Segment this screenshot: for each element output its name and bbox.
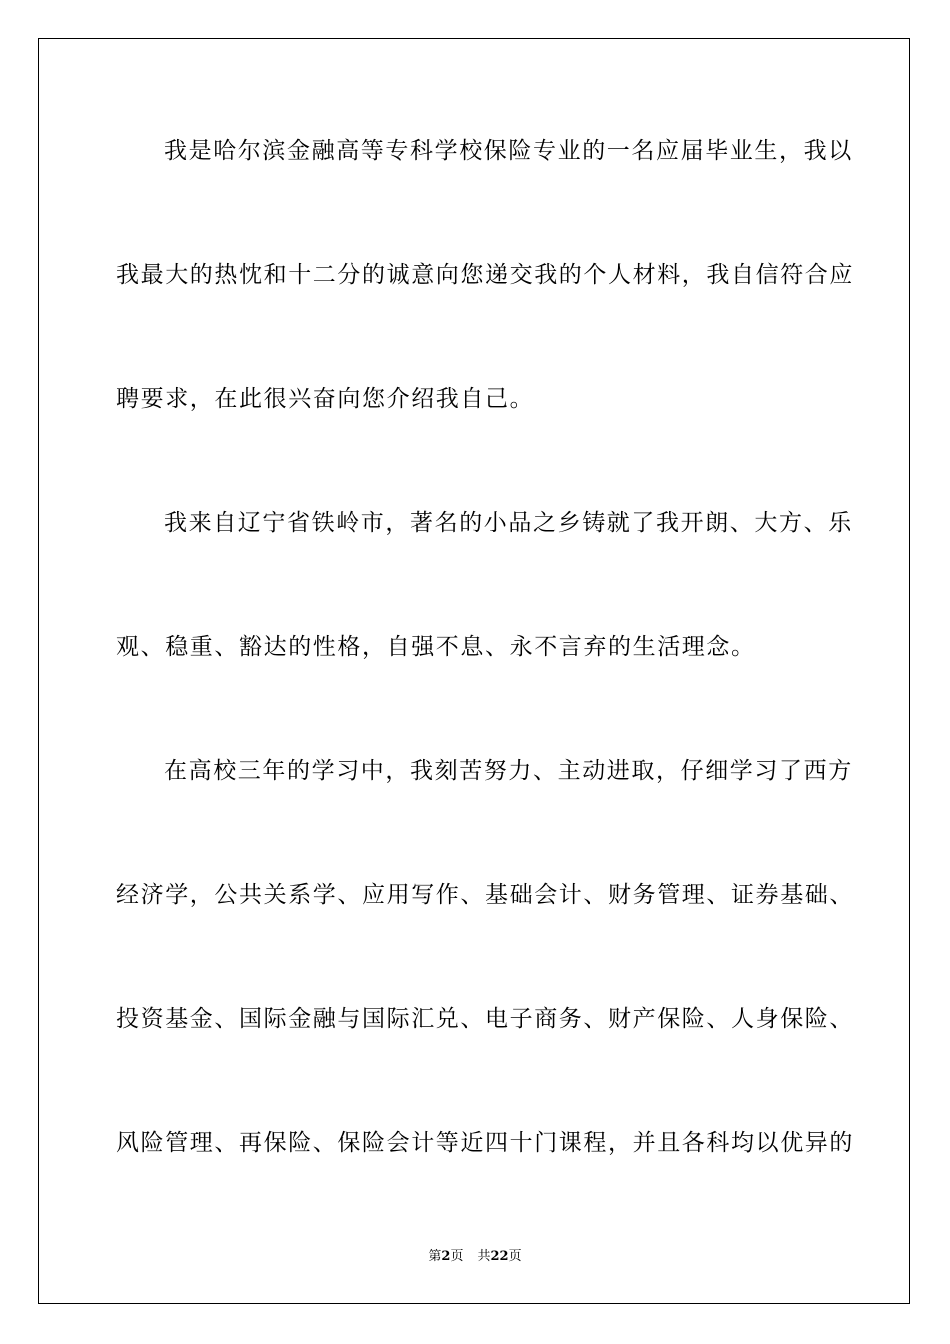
paragraph-1-line-1: 我是哈尔滨金融高等专科学校保险专业的一名应届毕业生，我以	[164, 138, 853, 164]
page-prefix: 第	[428, 1249, 442, 1264]
total-prefix: 共	[477, 1249, 491, 1264]
page-suffix: 页	[450, 1249, 464, 1264]
total-page-number: 22	[490, 1249, 509, 1264]
paragraph-3-line-4: 风险管理、再保险、保险会计等近四十门课程，并且各科均以优异的	[116, 1130, 854, 1156]
paragraph-1-line-3: 聘要求，在此很兴奋向您介绍我自己。	[116, 386, 535, 412]
total-suffix: 页	[508, 1249, 522, 1264]
page-footer	[0, 1248, 950, 1266]
paragraph-3-line-2: 经济学，公共关系学、应用写作、基础会计、财务管理、证券基础、	[116, 882, 854, 908]
paragraph-1-line-2: 我最大的热忱和十二分的诚意向您递交我的个人材料，我自信符合应	[116, 262, 854, 288]
paragraph-3-line-1: 在高校三年的学习中，我刻苦努力、主动进取，仔细学习了西方	[164, 758, 853, 784]
paragraph-2-line-2: 观、稳重、豁达的性格，自强不息、永不言弃的生活理念。	[116, 634, 756, 660]
current-page-number: 2	[441, 1249, 451, 1264]
paragraph-3-line-3: 投资基金、国际金融与国际汇兑、电子商务、财产保险、人身保险、	[116, 1006, 854, 1032]
paragraph-2-line-1: 我来自辽宁省铁岭市，著名的小品之乡铸就了我开朗、大方、乐	[164, 510, 853, 536]
page-border	[38, 38, 910, 1304]
